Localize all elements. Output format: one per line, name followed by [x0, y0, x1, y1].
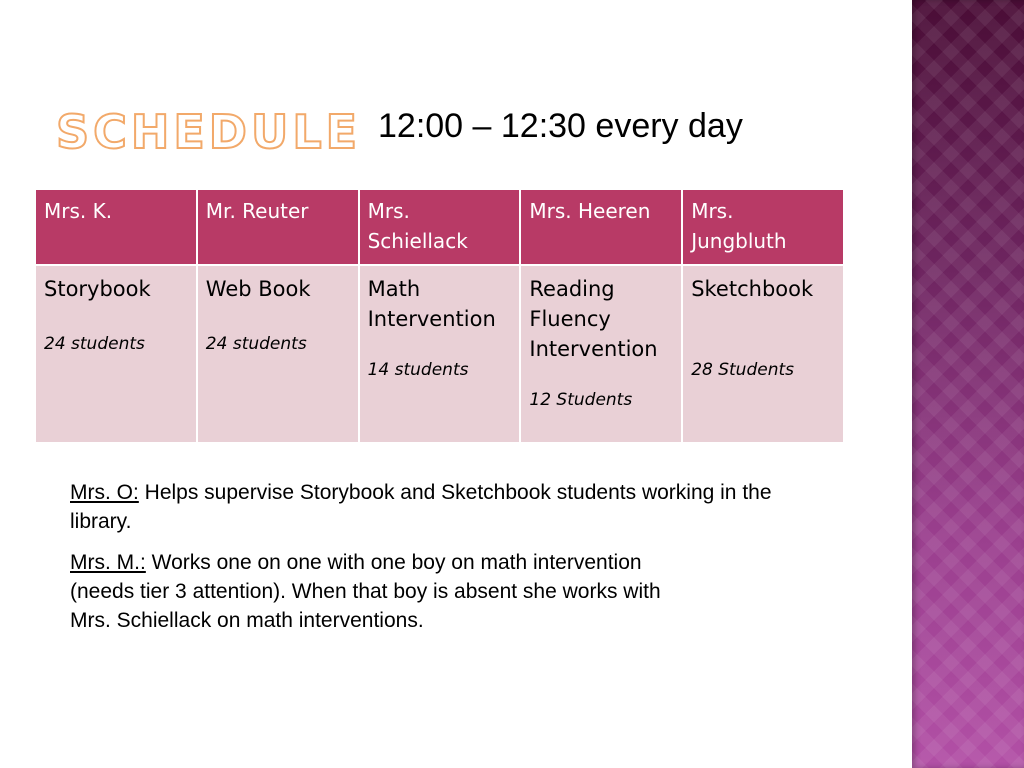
- program-name: Sketchbook: [691, 277, 814, 301]
- column-header: Mrs. K.: [35, 189, 197, 265]
- slide-subtitle: 12:00 – 12:30 every day: [378, 107, 743, 145]
- program-name: Math Intervention: [367, 277, 496, 331]
- column-header: Mrs. Jungbluth: [682, 189, 844, 265]
- table-cell: [197, 265, 359, 443]
- note-label: Mrs. O:: [70, 481, 139, 504]
- slide-title: SCHEDULE: [56, 105, 362, 159]
- student-count: 28 Students: [691, 360, 795, 380]
- program-name: Web Book: [205, 277, 311, 301]
- notes-section: [70, 478, 790, 647]
- table-cell: [520, 265, 682, 443]
- note-text: Helps supervise Storybook and Sketchbook students working in the library.: [70, 481, 772, 533]
- program-name: Storybook: [44, 277, 151, 301]
- student-count: 24 students: [205, 334, 307, 354]
- decorative-side-band: [912, 0, 1024, 768]
- column-header: Mrs. Schiellack: [359, 189, 521, 265]
- student-count: 24 students: [44, 334, 145, 354]
- column-header: Mrs. Heeren: [520, 189, 682, 265]
- note-mrs-m: [70, 548, 690, 635]
- table-cell: [35, 265, 197, 443]
- note-text: Works one on one with one boy on math intervention (needs tier 3 attention). When that boy is absent she works with Mrs. Schiellack on math interventions.: [70, 551, 661, 632]
- schedule-table: [34, 188, 845, 444]
- table-cell: [682, 265, 844, 443]
- table-row: [35, 265, 844, 443]
- program-name: Reading Fluency Intervention: [529, 277, 658, 361]
- student-count: 12 Students: [529, 390, 633, 410]
- note-label: Mrs. M.:: [70, 551, 146, 574]
- student-count: 14 students: [367, 360, 469, 380]
- note-mrs-o: [70, 478, 790, 536]
- column-header: Mr. Reuter: [197, 189, 359, 265]
- table-cell: [359, 265, 521, 443]
- table-header-row: [35, 189, 844, 265]
